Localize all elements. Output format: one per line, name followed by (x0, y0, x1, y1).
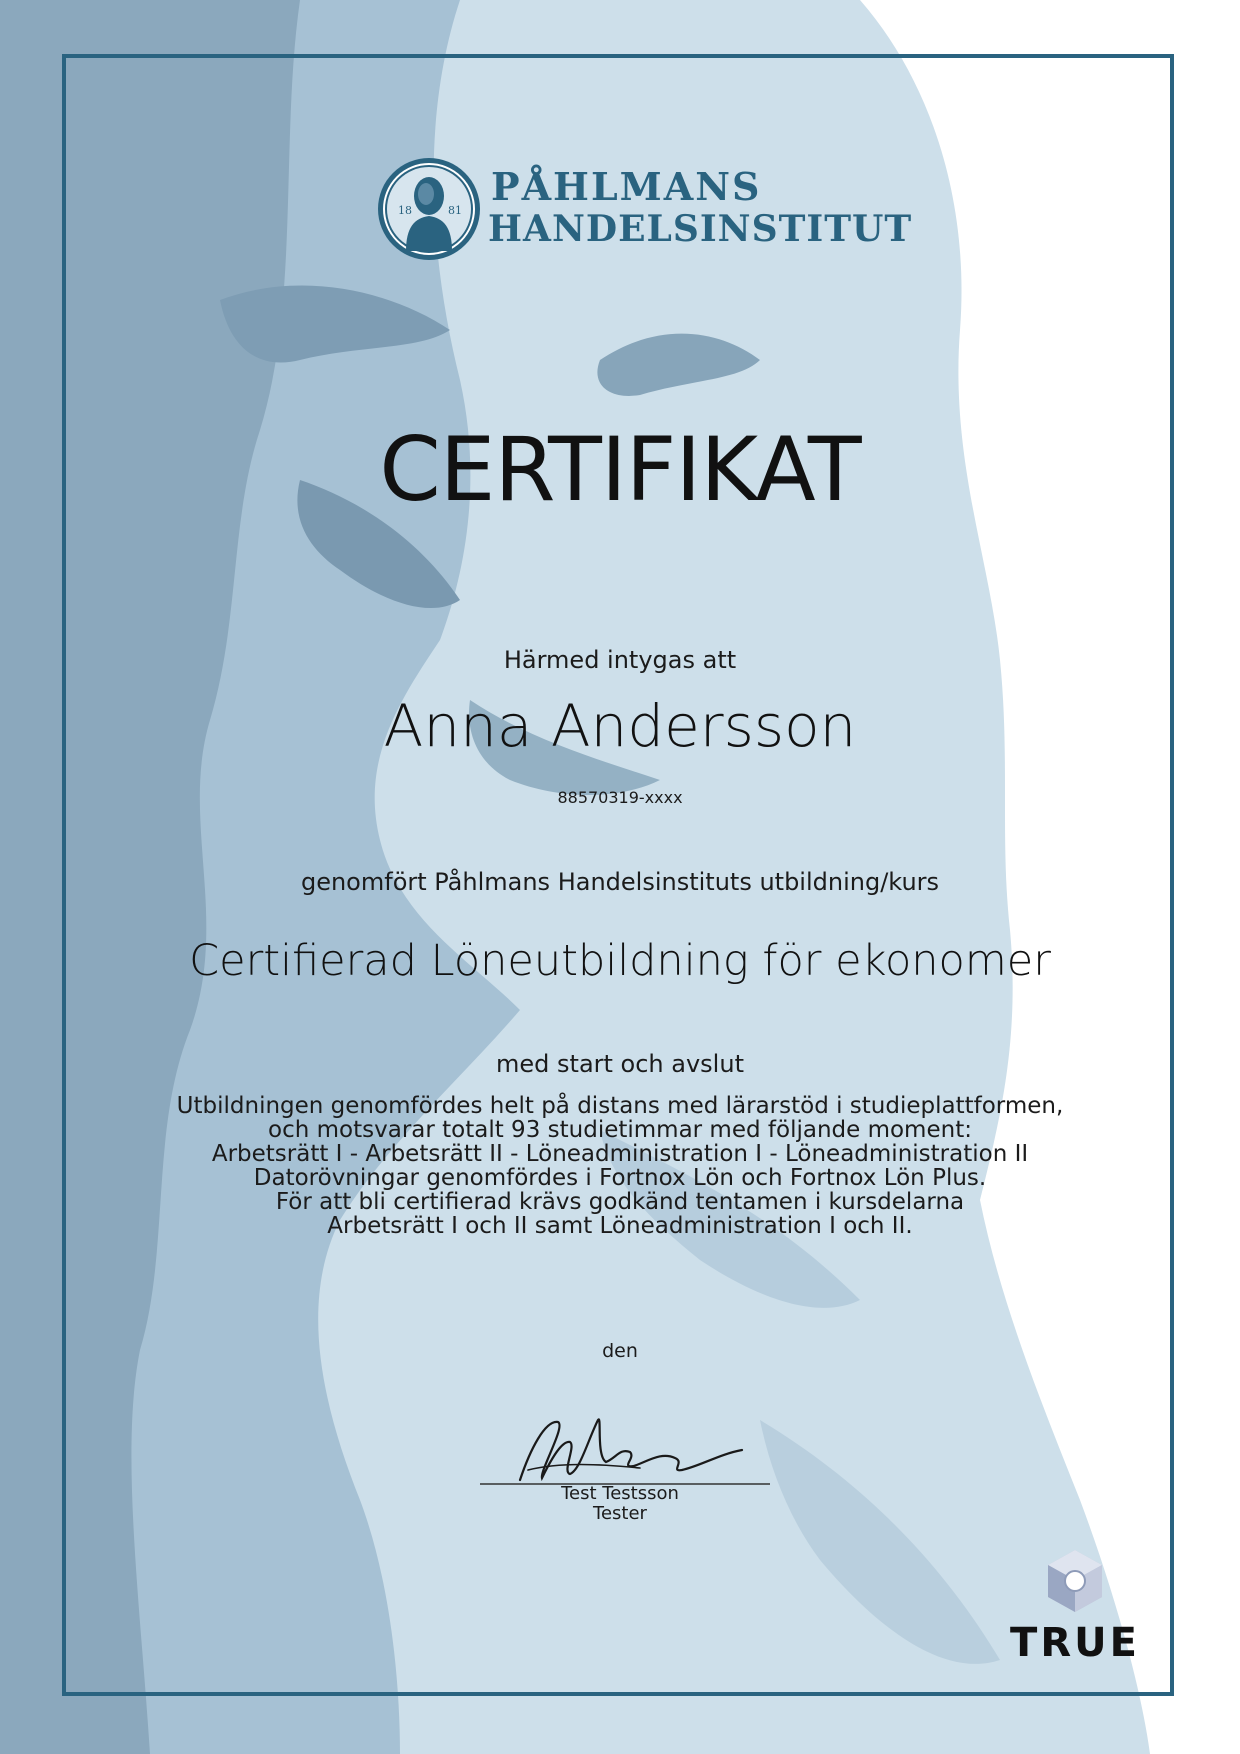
recipient-name: Anna Andersson (383, 692, 857, 760)
description-line: Arbetsrätt I - Arbetsrätt II - Löneadministration I - Löneadministration II (211, 1141, 1029, 1167)
personal-number: 88570319-xxxx (557, 788, 683, 807)
logo-text-line1: PÅHLMANS (491, 164, 762, 209)
description-line: och motsvarar totalt 93 studietimmar med följande moment: (268, 1117, 972, 1143)
course-name: Certifierad Löneutbildning för ekonomer (189, 936, 1051, 986)
institute-logo (376, 156, 913, 266)
svg-text:81: 81 (448, 204, 462, 217)
signer-block (0, 1484, 1240, 1524)
logo-text-line2: HANDELSINSTITUT (488, 208, 913, 250)
signer-role: Tester (593, 1503, 647, 1524)
course-description (0, 1094, 1240, 1238)
signature (470, 1400, 780, 1490)
hexagon-cube-icon (1042, 1548, 1108, 1614)
start-end-text: med start och avslut (496, 1050, 744, 1078)
description-line: Utbildningen genomfördes helt på distans med lärarstöd i studieplattformen, (176, 1093, 1064, 1119)
description-line: För att bli certifierad krävs godkänd tentamen i kursdelarna (275, 1189, 965, 1215)
portrait-seal-icon (376, 156, 482, 262)
true-logo-text: TRUE (1010, 1620, 1140, 1666)
true-logo (1010, 1548, 1140, 1678)
date-label: den (602, 1340, 638, 1362)
svg-text:18: 18 (398, 204, 412, 217)
description-line: Arbetsrätt I och II samt Löneadministration I och II. (327, 1213, 913, 1239)
description-line: Datorövningar genomfördes i Fortnox Lön och Fortnox Lön Plus. (253, 1165, 987, 1191)
certificate-title: CERTIFIKAT (379, 418, 861, 521)
completed-text: genomfört Påhlmans Handelsinstituts utbildning/kurs (300, 868, 940, 896)
intro-text: Härmed intygas att (503, 646, 737, 674)
signer-name: Test Testsson (561, 1483, 679, 1504)
